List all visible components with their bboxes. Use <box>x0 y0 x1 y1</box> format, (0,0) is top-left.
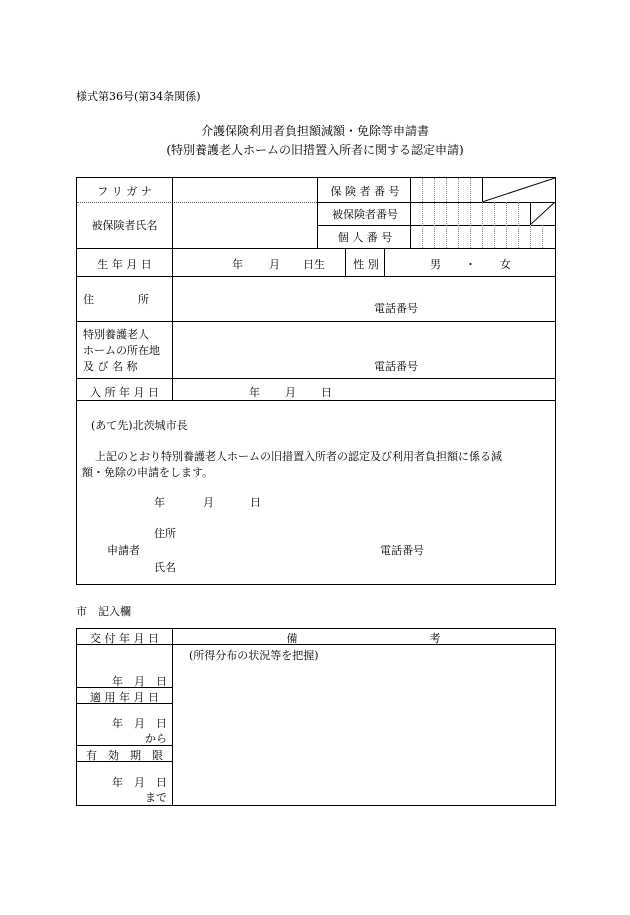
from-label: から <box>145 732 167 745</box>
sex-label: 性 別 <box>353 258 379 271</box>
diagonal-strike-2 <box>530 202 555 225</box>
diagonal-strike <box>482 178 555 202</box>
remarks-note: (所得分布の状況等を把握) <box>189 649 319 662</box>
admission-day: 日 <box>321 386 332 399</box>
valid-period-value: 年 月 日 <box>112 776 167 789</box>
addressee: (あて先)北茨城市長 <box>91 419 188 432</box>
facility-phone-label: 電話番号 <box>374 360 418 373</box>
apply-date-label: 適 用 年 月 日 <box>90 691 159 704</box>
admission-month: 月 <box>285 386 296 399</box>
furigana-divider <box>77 202 317 203</box>
issue-date-label: 交 付 年 月 日 <box>90 632 159 645</box>
applicant-address-label: 住所 <box>154 527 176 540</box>
furigana-label: フ リ ガ ナ <box>97 185 152 198</box>
birth-month: 月 <box>269 258 280 271</box>
date-year: 年 <box>154 496 165 509</box>
facility-label: 特別養護老人 ホームの所在地 及 び 名 称 <box>83 328 160 373</box>
sex-dot: ・ <box>465 258 476 271</box>
apply-date-value: 年 月 日 <box>112 717 167 730</box>
form-title: 介護保険利用者負担額減額・免除等申請書 <box>200 124 429 138</box>
address-phone-label: 電話番号 <box>374 302 418 315</box>
application-form <box>76 177 556 585</box>
applicant-name-label: 氏名 <box>154 561 176 574</box>
city-section-label: 市 記入欄 <box>76 605 131 618</box>
address-label: 住 所 <box>83 293 149 306</box>
admission-year: 年 <box>249 386 260 399</box>
birth-label: 生 年 月 日 <box>97 258 152 271</box>
form-number: 様式第36号(第34条関係) <box>76 90 201 103</box>
until-label: まで <box>145 791 167 804</box>
date-month: 月 <box>203 496 214 509</box>
declaration-line-1: 上記のとおり特別養護老人ホームの旧措置入所者の認定及び利用者負担額に係る減 <box>95 450 502 463</box>
issue-date-value: 年 月 日 <box>112 675 167 688</box>
valid-period-label: 有 効 期 限 <box>86 749 163 762</box>
city-record-table <box>76 628 556 806</box>
sex-female: 女 <box>500 258 511 271</box>
insured-name-label: 被保険者氏名 <box>91 219 158 232</box>
remarks-label: 備 考 <box>286 632 441 645</box>
applicant-phone-label: 電話番号 <box>380 544 424 557</box>
applicant-label: 申請者 <box>107 544 140 557</box>
sex-male: 男 <box>430 258 441 271</box>
personal-number-label: 個 人 番 号 <box>337 231 393 244</box>
insured-number-label: 被保険者番号 <box>332 208 398 221</box>
date-day: 日 <box>250 496 261 509</box>
insurer-number-label: 保 険 者 番 号 <box>330 185 400 198</box>
birth-day: 日生 <box>303 258 325 271</box>
declaration-line-2: 額・免除の申請をします。 <box>82 466 214 479</box>
form-subtitle: (特別養護老人ホームの旧措置入所者に関する認定申請) <box>166 143 464 157</box>
number-cells <box>410 178 555 248</box>
admission-label: 入 所 年 月 日 <box>90 386 159 399</box>
birth-year: 年 <box>232 258 243 271</box>
